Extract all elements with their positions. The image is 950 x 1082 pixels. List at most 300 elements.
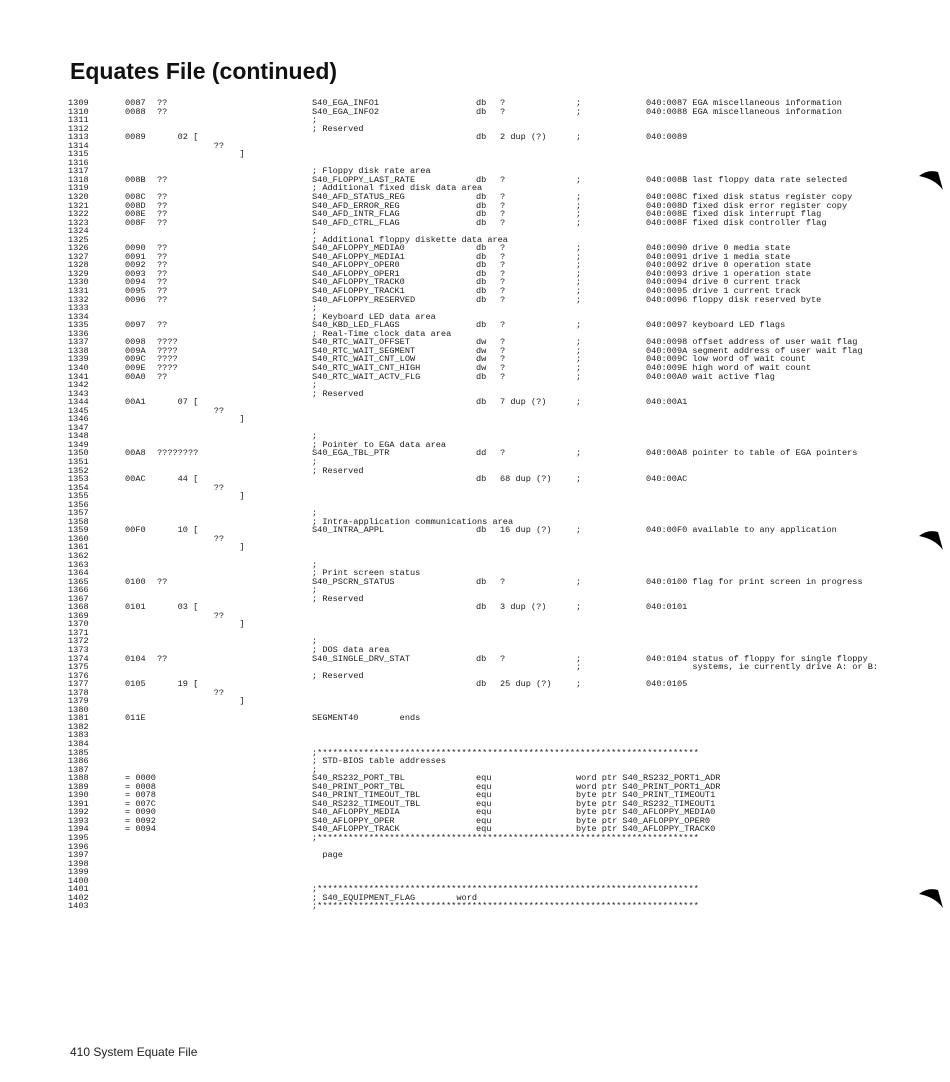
binding-hole-mark bbox=[918, 888, 944, 910]
source-label: ; bbox=[312, 226, 318, 237]
line-number: 1379 bbox=[68, 696, 89, 707]
comment-text: 040:008F fixed disk controller flag bbox=[646, 217, 827, 228]
listing-line bbox=[68, 808, 938, 817]
comment-separator: ; bbox=[576, 209, 582, 220]
line-number: 1374 bbox=[68, 653, 89, 664]
comment-separator: ; bbox=[576, 662, 582, 673]
object-code: ] bbox=[157, 149, 245, 160]
comment-separator: ; bbox=[576, 602, 582, 613]
line-number: 1346 bbox=[68, 414, 89, 425]
object-code: ?? bbox=[157, 200, 168, 211]
object-code: ???? bbox=[157, 362, 178, 373]
source-label: S40_SINGLE_DRV_STAT bbox=[312, 653, 410, 664]
line-number: 1401 bbox=[68, 884, 89, 895]
listing-line bbox=[68, 492, 938, 501]
source-label: S40_AFLOPPY_OPER bbox=[312, 815, 395, 826]
directive: equ bbox=[476, 790, 492, 801]
address: 0093 bbox=[125, 268, 146, 279]
object-code: ???????? bbox=[157, 448, 199, 459]
source-label: S40_AFLOPPY_TRACK0 bbox=[312, 277, 405, 288]
object-code: ?? bbox=[157, 653, 168, 664]
listing-line bbox=[68, 501, 938, 510]
line-number: 1340 bbox=[68, 362, 89, 373]
comment-separator: ; bbox=[576, 653, 582, 664]
source-label: ; Real-Time clock data area bbox=[312, 328, 452, 339]
address: 009E bbox=[125, 362, 146, 373]
line-number: 1373 bbox=[68, 645, 89, 655]
comment-separator: ; bbox=[576, 260, 582, 271]
address: 0088 bbox=[125, 106, 146, 117]
source-label: S40_AFLOPPY_TRACK bbox=[312, 824, 400, 835]
comment-text: 040:0089 bbox=[646, 132, 688, 143]
operand: ? bbox=[500, 371, 506, 382]
line-number: 1370 bbox=[68, 619, 89, 630]
listing-line bbox=[68, 868, 938, 877]
comment-separator: ; bbox=[576, 192, 582, 203]
directive: dw bbox=[476, 337, 487, 348]
line-number: 1398 bbox=[68, 858, 89, 869]
operand: ? bbox=[500, 337, 506, 348]
operand: ? bbox=[500, 448, 506, 459]
line-number: 1318 bbox=[68, 174, 89, 185]
source-label: ; bbox=[312, 764, 318, 775]
object-code: 44 [ bbox=[157, 474, 199, 485]
line-number: 1317 bbox=[68, 166, 89, 177]
line-number: 1345 bbox=[68, 405, 89, 416]
listing-line bbox=[68, 723, 938, 732]
line-number: 1394 bbox=[68, 824, 89, 835]
source-label: ; Floppy disk rate area bbox=[312, 166, 431, 177]
comment-separator: ; bbox=[576, 251, 582, 262]
comment-separator: ; bbox=[576, 106, 582, 117]
line-number: 1387 bbox=[68, 764, 89, 775]
address: 0100 bbox=[125, 576, 146, 587]
comment-separator: byte ptr S40_AFLOPPY_TRACK0 bbox=[576, 824, 716, 835]
line-number: 1364 bbox=[68, 568, 89, 579]
directive: db bbox=[476, 277, 487, 288]
address: 008E bbox=[125, 209, 146, 220]
source-label: S40_EGA_INFO2 bbox=[312, 106, 380, 117]
directive: equ bbox=[476, 798, 492, 809]
object-code: ?? bbox=[157, 320, 168, 331]
listing-line bbox=[68, 543, 938, 552]
object-code: ] bbox=[157, 491, 245, 502]
comment-separator: word ptr S40_RS232_PORT1_ADR bbox=[576, 773, 721, 784]
operand: ? bbox=[500, 286, 506, 297]
source-label: S40_RTC_WAIT_ACTV_FLG bbox=[312, 371, 421, 382]
source-label: S40_AFD_ERROR_REG bbox=[312, 200, 400, 211]
object-code: ?? bbox=[157, 243, 168, 254]
listing-line bbox=[68, 757, 938, 766]
comment-separator: ; bbox=[576, 337, 582, 348]
object-code: ?? bbox=[157, 371, 168, 382]
comment-text: 040:0101 bbox=[646, 602, 688, 613]
line-number: 1376 bbox=[68, 670, 89, 681]
source-label: ;************************************************************************** bbox=[312, 901, 699, 912]
line-number: 1344 bbox=[68, 397, 89, 408]
listing-line bbox=[68, 860, 938, 869]
listing-line bbox=[68, 620, 938, 629]
directive: db bbox=[476, 132, 487, 143]
object-code: ?? bbox=[157, 140, 225, 151]
source-label: ; bbox=[312, 115, 318, 126]
directive: db bbox=[476, 679, 487, 690]
source-label: S40_AFLOPPY_MEDIA0 bbox=[312, 243, 405, 254]
line-number: 1325 bbox=[68, 234, 89, 245]
source-label: ; DOS data area bbox=[312, 645, 390, 655]
page-title: Equates File (continued) bbox=[70, 58, 338, 84]
line-number: 1402 bbox=[68, 892, 89, 903]
comment-separator: ; bbox=[576, 294, 582, 305]
line-number: 1312 bbox=[68, 123, 89, 134]
line-number: 1326 bbox=[68, 243, 89, 254]
comment-text: 040:009C low word of wait count bbox=[646, 354, 806, 365]
address: 0104 bbox=[125, 653, 146, 664]
source-label: ; Reserved bbox=[312, 123, 364, 134]
operand: ? bbox=[500, 354, 506, 365]
address: = 0078 bbox=[125, 790, 156, 801]
source-label: ; bbox=[312, 431, 318, 442]
source-label: S40_RTC_WAIT_CNT_LOW bbox=[312, 354, 416, 365]
line-number: 1334 bbox=[68, 311, 89, 322]
comment-separator: ; bbox=[576, 371, 582, 382]
line-number: 1313 bbox=[68, 132, 89, 143]
comment-text: 040:0091 drive 1 media state bbox=[646, 251, 791, 262]
comment-separator: ; bbox=[576, 320, 582, 331]
directive: equ bbox=[476, 815, 492, 826]
comment-text: 040:009A segment address of user wait flag bbox=[646, 345, 863, 356]
comment-text: 040:0096 floppy disk reserved byte bbox=[646, 294, 822, 305]
object-code: ?? bbox=[157, 260, 168, 271]
listing-line bbox=[68, 791, 938, 800]
comment-text: 040:0094 drive 0 current track bbox=[646, 277, 801, 288]
address: 009A bbox=[125, 345, 146, 356]
listing-line bbox=[68, 321, 938, 330]
address: 00AC bbox=[125, 474, 146, 485]
operand: ? bbox=[500, 209, 506, 220]
address: 0094 bbox=[125, 277, 146, 288]
source-label: S40_EGA_TBL_PTR bbox=[312, 448, 390, 459]
source-label: ; bbox=[312, 636, 318, 647]
address: 011E bbox=[125, 713, 146, 724]
source-label: ; Print screen status bbox=[312, 568, 421, 579]
source-label: ; Additional fixed disk data area bbox=[312, 183, 483, 194]
line-number: 1352 bbox=[68, 465, 89, 476]
source-label: S40_RS232_PORT_TBL bbox=[312, 773, 405, 784]
listing-line bbox=[68, 561, 938, 570]
listing-line bbox=[68, 817, 938, 826]
comment-text: 040:0104 status of floppy for single floppy bbox=[646, 653, 868, 664]
comment-text: 040:00AC bbox=[646, 474, 688, 485]
address: = 0000 bbox=[125, 773, 156, 784]
listing-line bbox=[68, 150, 938, 159]
operand: ? bbox=[500, 200, 506, 211]
source-label: ; bbox=[312, 585, 318, 596]
line-number: 1396 bbox=[68, 841, 89, 852]
object-code: 19 [ bbox=[157, 679, 199, 690]
directive: db bbox=[476, 397, 487, 408]
comment-separator: ; bbox=[576, 679, 582, 690]
line-number: 1351 bbox=[68, 456, 89, 467]
address: 00A8 bbox=[125, 448, 146, 459]
object-code: ?? bbox=[157, 217, 168, 228]
source-label: S40_RS232_TIMEOUT_TBL bbox=[312, 798, 421, 809]
comment-text: systems, ie currently drive A: or B: bbox=[646, 662, 879, 673]
line-number: 1362 bbox=[68, 550, 89, 561]
comment-separator: ; bbox=[576, 268, 582, 279]
line-number: 1384 bbox=[68, 739, 89, 750]
listing-line bbox=[68, 415, 938, 424]
listing-line bbox=[68, 219, 938, 228]
source-label: S40_KBD_LED_FLAGS bbox=[312, 320, 400, 331]
address: 0091 bbox=[125, 251, 146, 262]
line-number: 1335 bbox=[68, 320, 89, 331]
source-label: SEGMENT40 ends bbox=[312, 713, 421, 724]
object-code: ?? bbox=[157, 482, 225, 493]
line-number: 1378 bbox=[68, 687, 89, 698]
listing-line bbox=[68, 885, 938, 894]
object-code: ] bbox=[157, 414, 245, 425]
operand: ? bbox=[500, 320, 506, 331]
object-code: 02 [ bbox=[157, 132, 199, 143]
line-number: 1353 bbox=[68, 474, 89, 485]
line-number: 1331 bbox=[68, 286, 89, 297]
object-code: ?? bbox=[157, 294, 168, 305]
directive: db bbox=[476, 192, 487, 203]
comment-separator: ; bbox=[576, 448, 582, 459]
operand: ? bbox=[500, 106, 506, 117]
address: 00F0 bbox=[125, 525, 146, 536]
object-code: ?? bbox=[157, 576, 168, 587]
object-code: ???? bbox=[157, 337, 178, 348]
address: 0096 bbox=[125, 294, 146, 305]
directive: db bbox=[476, 268, 487, 279]
line-number: 1369 bbox=[68, 610, 89, 621]
comment-separator: ; bbox=[576, 354, 582, 365]
directive: db bbox=[476, 106, 487, 117]
line-number: 1399 bbox=[68, 867, 89, 878]
object-code: ?? bbox=[157, 277, 168, 288]
line-number: 1328 bbox=[68, 260, 89, 271]
source-label: S40_FLOPPY_LAST_RATE bbox=[312, 174, 416, 185]
line-number: 1363 bbox=[68, 559, 89, 570]
comment-separator: ; bbox=[576, 98, 582, 108]
comment-separator: ; bbox=[576, 397, 582, 408]
operand: ? bbox=[500, 251, 506, 262]
listing-line bbox=[68, 774, 938, 783]
source-label: S40_AFLOPPY_MEDIA1 bbox=[312, 251, 405, 262]
line-number: 1382 bbox=[68, 721, 89, 732]
listing-line bbox=[68, 176, 938, 185]
listing-line bbox=[68, 108, 938, 117]
source-label: ;************************************************************************** bbox=[312, 747, 699, 758]
operand: ? bbox=[500, 277, 506, 288]
listing-line bbox=[68, 116, 938, 125]
address: 008C bbox=[125, 192, 146, 203]
source-label: ; bbox=[312, 456, 318, 467]
line-number: 1320 bbox=[68, 192, 89, 203]
source-label: S40_EGA_INFO1 bbox=[312, 98, 380, 108]
line-number: 1400 bbox=[68, 875, 89, 886]
listing-line bbox=[68, 304, 938, 313]
comment-text: 040:008D fixed disk error register copy bbox=[646, 200, 848, 211]
object-code: 10 [ bbox=[157, 525, 199, 536]
directive: db bbox=[476, 251, 487, 262]
directive: db bbox=[476, 525, 487, 536]
object-code: ?? bbox=[157, 174, 168, 185]
comment-text: 040:009E high word of wait count bbox=[646, 362, 812, 373]
comment-text: 040:00A1 bbox=[646, 397, 688, 408]
address: 0089 bbox=[125, 132, 146, 143]
line-number: 1329 bbox=[68, 268, 89, 279]
source-label: ; Reserved bbox=[312, 465, 364, 476]
operand: 16 dup (?) bbox=[500, 525, 552, 536]
source-label: ; S40_EQUIPMENT_FLAG word bbox=[312, 892, 478, 903]
directive: db bbox=[476, 200, 487, 211]
listing-line bbox=[68, 851, 938, 860]
listing-line bbox=[68, 843, 938, 852]
comment-text: 040:0095 drive 1 current track bbox=[646, 286, 801, 297]
address: 0090 bbox=[125, 243, 146, 254]
source-label: S40_AFLOPPY_RESERVED bbox=[312, 294, 416, 305]
listing-line bbox=[68, 834, 938, 843]
line-number: 1319 bbox=[68, 183, 89, 194]
line-number: 1380 bbox=[68, 704, 89, 715]
directive: dw bbox=[476, 345, 487, 356]
line-number: 1365 bbox=[68, 576, 89, 587]
line-number: 1323 bbox=[68, 217, 89, 228]
operand: ? bbox=[500, 243, 506, 254]
line-number: 1322 bbox=[68, 209, 89, 220]
source-label: S40_INTRA_APPL bbox=[312, 525, 385, 536]
line-number: 1343 bbox=[68, 388, 89, 399]
line-number: 1338 bbox=[68, 345, 89, 356]
line-number: 1361 bbox=[68, 542, 89, 553]
comment-separator: ; bbox=[576, 474, 582, 485]
operand: ? bbox=[500, 217, 506, 228]
line-number: 1336 bbox=[68, 328, 89, 339]
address: 0095 bbox=[125, 286, 146, 297]
line-number: 1397 bbox=[68, 850, 89, 861]
listing-line bbox=[68, 381, 938, 390]
line-number: 1333 bbox=[68, 303, 89, 314]
listing-line bbox=[68, 706, 938, 715]
line-number: 1383 bbox=[68, 730, 89, 741]
line-number: 1395 bbox=[68, 833, 89, 844]
directive: db bbox=[476, 209, 487, 220]
comment-text: 040:00F0 available to any application bbox=[646, 525, 837, 536]
source-label: S40_AFLOPPY_OPER0 bbox=[312, 260, 400, 271]
listing-line bbox=[68, 766, 938, 775]
line-number: 1357 bbox=[68, 508, 89, 519]
source-label: ; bbox=[312, 559, 318, 570]
directive: equ bbox=[476, 773, 492, 784]
comment-separator: ; bbox=[576, 174, 582, 185]
address: = 0008 bbox=[125, 781, 156, 792]
comment-text: 040:0087 EGA miscellaneous information bbox=[646, 98, 842, 108]
listing-line bbox=[68, 629, 938, 638]
comment-separator: byte ptr S40_RS232_TIMEOUT1 bbox=[576, 798, 716, 809]
operand: 25 dup (?) bbox=[500, 679, 552, 690]
line-number: 1386 bbox=[68, 756, 89, 767]
object-code: ?? bbox=[157, 192, 168, 203]
directive: db bbox=[476, 243, 487, 254]
comment-text: 040:0088 EGA miscellaneous information bbox=[646, 106, 842, 117]
listing-line bbox=[68, 552, 938, 561]
comment-text: 040:0092 drive 0 operation state bbox=[646, 260, 812, 271]
listing-line bbox=[68, 697, 938, 706]
line-number: 1359 bbox=[68, 525, 89, 536]
line-number: 1347 bbox=[68, 422, 89, 433]
address: 008D bbox=[125, 200, 146, 211]
directive: dd bbox=[476, 448, 487, 459]
line-number: 1356 bbox=[68, 499, 89, 510]
address: 0097 bbox=[125, 320, 146, 331]
line-number: 1368 bbox=[68, 602, 89, 613]
operand: ? bbox=[500, 174, 506, 185]
source-label: S40_AFLOPPY_MEDIA bbox=[312, 807, 400, 818]
comment-text: 040:0105 bbox=[646, 679, 688, 690]
comment-text: 040:0093 drive 1 operation state bbox=[646, 268, 812, 279]
directive: db bbox=[476, 602, 487, 613]
comment-text: 040:0098 offset address of user wait flag bbox=[646, 337, 858, 348]
directive: equ bbox=[476, 781, 492, 792]
address: 0098 bbox=[125, 337, 146, 348]
line-number: 1315 bbox=[68, 149, 89, 160]
listing-line bbox=[68, 296, 938, 305]
listing-line bbox=[68, 714, 938, 723]
source-label: S40_AFD_STATUS_REG bbox=[312, 192, 405, 203]
comment-separator: byte ptr S40_PRINT_TIMEOUT1 bbox=[576, 790, 716, 801]
directive: db bbox=[476, 294, 487, 305]
source-label: S40_AFLOPPY_OPER1 bbox=[312, 268, 400, 279]
object-code: ?? bbox=[157, 209, 168, 220]
line-number: 1381 bbox=[68, 713, 89, 724]
code-listing bbox=[68, 99, 938, 911]
source-label: S40_PRINT_TIMEOUT_TBL bbox=[312, 790, 421, 801]
listing-line bbox=[68, 749, 938, 758]
object-code: ???? bbox=[157, 354, 178, 365]
listing-line bbox=[68, 424, 938, 433]
object-code: ?? bbox=[157, 268, 168, 279]
comment-separator: byte ptr S40_AFLOPPY_MEDIA0 bbox=[576, 807, 716, 818]
object-code: 07 [ bbox=[157, 397, 199, 408]
object-code: ?? bbox=[157, 106, 168, 117]
source-label: S40_RTC_WAIT_CNT_HIGH bbox=[312, 362, 421, 373]
line-number: 1371 bbox=[68, 627, 89, 638]
source-label: ; bbox=[312, 508, 318, 519]
source-label: ; Intra-application communications area bbox=[312, 516, 514, 527]
comment-separator: word ptr S40_PRINT_PORT1_ADR bbox=[576, 781, 721, 792]
address: = 0092 bbox=[125, 815, 156, 826]
line-number: 1358 bbox=[68, 516, 89, 527]
address: 008F bbox=[125, 217, 146, 228]
directive: dw bbox=[476, 362, 487, 373]
source-label: S40_AFLOPPY_TRACK1 bbox=[312, 286, 405, 297]
comment-separator: ; bbox=[576, 200, 582, 211]
comment-separator: ; bbox=[576, 243, 582, 254]
line-number: 1327 bbox=[68, 251, 89, 262]
listing-line bbox=[68, 637, 938, 646]
object-code: 03 [ bbox=[157, 602, 199, 613]
comment-separator: ; bbox=[576, 277, 582, 288]
listing-line bbox=[68, 159, 938, 168]
line-number: 1392 bbox=[68, 807, 89, 818]
source-label: ; Reserved bbox=[312, 388, 364, 399]
line-number: 1350 bbox=[68, 448, 89, 459]
binding-hole-mark bbox=[918, 170, 944, 192]
directive: equ bbox=[476, 824, 492, 835]
